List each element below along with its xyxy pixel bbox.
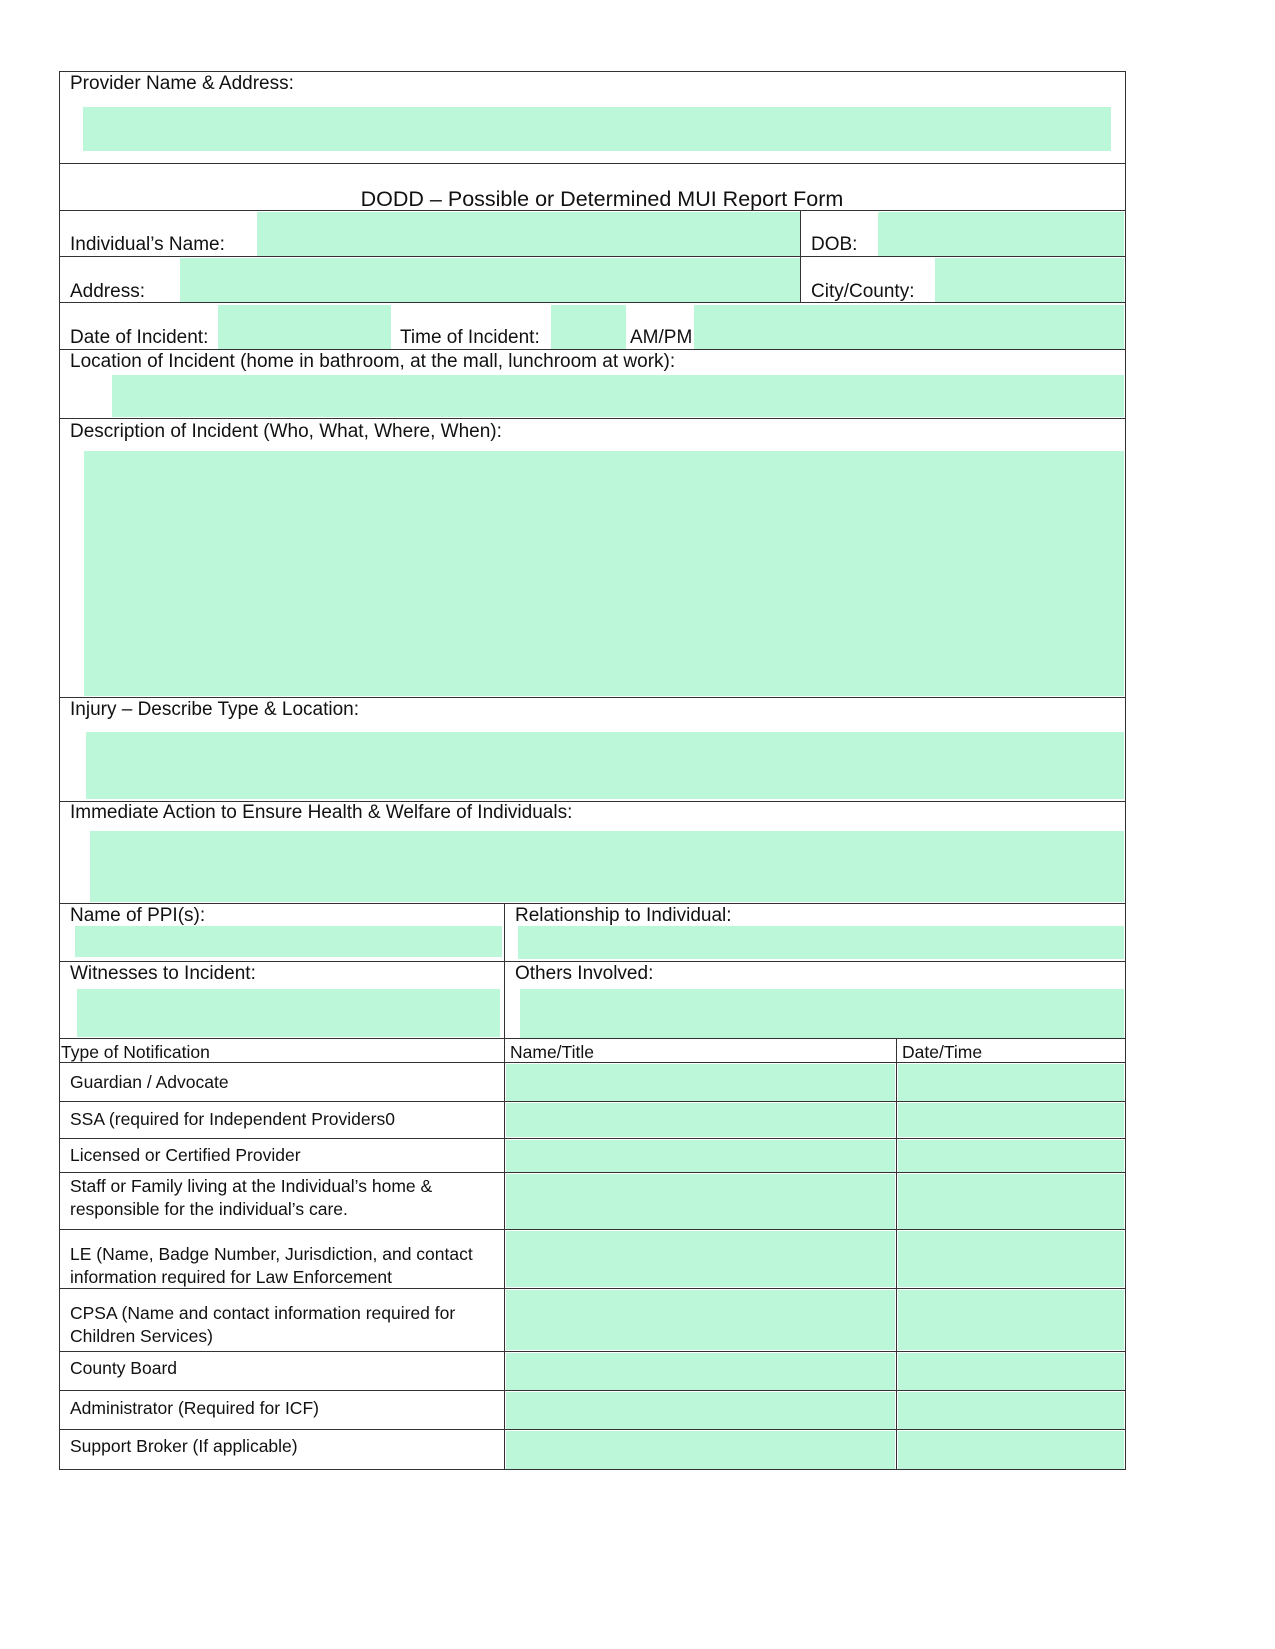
description-field[interactable]	[84, 451, 1124, 696]
ampm-label: AM/PM	[630, 327, 693, 348]
date-time-field[interactable]	[898, 1174, 1124, 1229]
name-title-field[interactable]	[506, 1064, 895, 1101]
name-title-field[interactable]	[506, 1392, 895, 1429]
divider	[59, 302, 1126, 303]
name-title-field[interactable]	[506, 1290, 895, 1350]
name-title-field[interactable]	[506, 1174, 895, 1229]
divider	[59, 1038, 1126, 1039]
date-time-field[interactable]	[898, 1064, 1124, 1101]
name-title-field[interactable]	[506, 1103, 895, 1137]
date-time-field[interactable]	[898, 1290, 1124, 1350]
ppi-field[interactable]	[75, 926, 502, 957]
ppi-label: Name of PPI(s):	[70, 905, 206, 926]
relationship-label: Relationship to Individual:	[515, 905, 732, 926]
divider	[59, 1229, 1126, 1230]
divider	[59, 1351, 1126, 1352]
notification-type-county-board: County Board	[70, 1358, 178, 1378]
time-of-incident-label: Time of Incident:	[400, 327, 540, 348]
name-title-field[interactable]	[506, 1231, 895, 1287]
divider	[59, 697, 1126, 698]
divider	[59, 961, 1126, 962]
immediate-action-field[interactable]	[90, 831, 1124, 902]
divider	[896, 1038, 897, 1470]
divider	[504, 903, 505, 1039]
address-label: Address:	[70, 281, 145, 302]
divider	[59, 163, 1126, 164]
notification-type-guardian: Guardian / Advocate	[70, 1072, 229, 1092]
column-header-name-title: Name/Title	[510, 1042, 594, 1062]
date-of-incident-label: Date of Incident:	[70, 327, 209, 348]
divider	[59, 1138, 1126, 1139]
time-of-incident-field[interactable]	[551, 305, 626, 349]
date-of-incident-field[interactable]	[218, 305, 391, 349]
notification-type-cpsa: CPSA (Name and contact information required for Children Services)	[70, 1303, 456, 1346]
immediate-action-label: Immediate Action to Ensure Health & Welfare of Individuals:	[70, 802, 573, 823]
description-label: Description of Incident (Who, What, Where, When):	[70, 421, 502, 442]
date-time-field[interactable]	[898, 1431, 1124, 1469]
divider	[59, 903, 1126, 904]
date-time-field[interactable]	[898, 1231, 1124, 1287]
notification-type-licensed-provider: Licensed or Certified Provider	[70, 1145, 301, 1165]
city-county-label: City/County:	[811, 281, 915, 302]
injury-field[interactable]	[86, 732, 1124, 799]
column-header-type: Type of Notification	[61, 1042, 210, 1062]
witnesses-label: Witnesses to Incident:	[70, 963, 256, 984]
individual-name-field[interactable]	[257, 212, 800, 256]
notification-type-staff-family: Staff or Family living at the Individual’s home & responsible for the individual’s care.	[70, 1176, 433, 1219]
name-title-field[interactable]	[506, 1140, 895, 1172]
divider	[59, 349, 1126, 350]
injury-label: Injury – Describe Type & Location:	[70, 699, 360, 720]
divider	[59, 1390, 1126, 1391]
divider	[59, 1429, 1126, 1430]
date-time-field[interactable]	[898, 1140, 1124, 1172]
name-title-field[interactable]	[506, 1431, 895, 1469]
dob-label: DOB:	[811, 234, 858, 255]
dob-field[interactable]	[878, 212, 1124, 256]
notification-type-law-enforcement: LE (Name, Badge Number, Jurisdiction, and contact information required for Law Enforcement	[70, 1244, 473, 1287]
ampm-field[interactable]	[694, 305, 1124, 349]
relationship-field[interactable]	[518, 926, 1124, 959]
location-label: Location of Incident (home in bathroom, at the mall, lunchroom at work):	[70, 351, 676, 372]
provider-label: Provider Name & Address:	[70, 73, 294, 94]
individual-name-label: Individual’s Name:	[70, 234, 225, 255]
provider-field[interactable]	[83, 107, 1111, 151]
notification-type-support-broker: Support Broker (If applicable)	[70, 1436, 298, 1456]
date-time-field[interactable]	[898, 1353, 1124, 1390]
divider	[59, 418, 1126, 419]
notification-type-administrator: Administrator (Required for ICF)	[70, 1398, 319, 1418]
divider	[59, 1288, 1126, 1289]
divider	[59, 1101, 1126, 1102]
location-field[interactable]	[112, 375, 1124, 417]
others-involved-label: Others Involved:	[515, 963, 654, 984]
divider	[504, 1038, 505, 1470]
divider	[59, 210, 1126, 211]
others-involved-field[interactable]	[520, 989, 1124, 1038]
column-header-date-time: Date/Time	[902, 1042, 983, 1062]
notification-type-ssa: SSA (required for Independent Providers0	[70, 1109, 395, 1129]
address-field[interactable]	[180, 258, 800, 302]
divider	[59, 256, 1126, 257]
name-title-field[interactable]	[506, 1353, 895, 1390]
divider	[59, 1172, 1126, 1173]
date-time-field[interactable]	[898, 1103, 1124, 1137]
divider	[59, 1062, 1126, 1063]
date-time-field[interactable]	[898, 1392, 1124, 1429]
witnesses-field[interactable]	[77, 989, 500, 1037]
form-title: DODD – Possible or Determined MUI Report Form	[360, 187, 844, 211]
city-county-field[interactable]	[935, 258, 1124, 302]
